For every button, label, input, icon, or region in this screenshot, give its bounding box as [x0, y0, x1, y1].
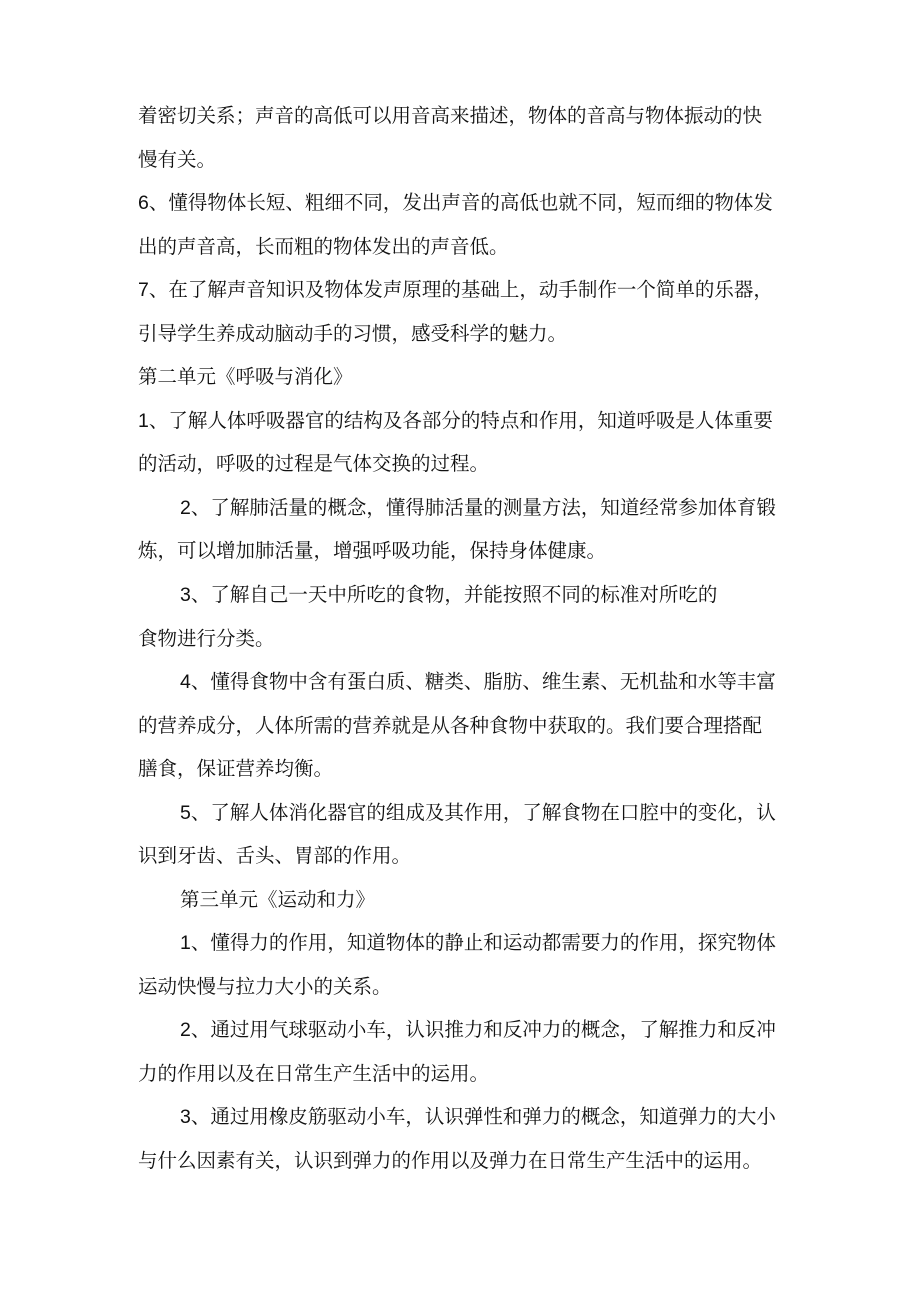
text-line: 炼，可以增加肺活量，增强呼吸功能，保持身体健康。 [138, 539, 607, 562]
text-line: 引导学生养成动脑动手的习惯，感受科学的魅力。 [138, 322, 568, 345]
list-item-1: 1、了解人体呼吸器官的结构及各部分的特点和作用，知道呼吸是人体重要 [138, 410, 773, 432]
list-item-6: 6、懂得物体长短、粗细不同，发出声音的高低也就不同，短而细的物体发 [138, 192, 773, 214]
list-item-7: 7、在了解声音知识及物体发声原理的基础上，动手制作一个简单的乐器， [138, 279, 773, 301]
text-line: 的活动，呼吸的过程是气体交换的过程。 [138, 452, 490, 475]
text-line: 力的作用以及在日常生产生活中的运用。 [138, 1062, 490, 1085]
list-item-5: 5、了解人体消化器官的组成及其作用，了解食物在口腔中的变化，认 [180, 802, 776, 824]
list-item-1: 1、懂得力的作用，知道物体的静止和运动都需要力的作用，探究物体 [180, 932, 776, 954]
list-item-3: 3、了解自己一天中所吃的食物，并能按照不同的标准对所吃的 [180, 584, 718, 606]
text-line: 与什么因素有关，认识到弹力的作用以及弹力在日常生产生活中的运用。 [138, 1149, 763, 1172]
unit-3-heading: 第三单元《运动和力》 [180, 888, 376, 911]
text-line: 慢有关。 [138, 148, 217, 171]
text-line: 识到牙齿、舌头、胃部的作用。 [138, 844, 412, 867]
list-item-2: 2、通过用气球驱动小车，认识推力和反冲力的概念，了解推力和反冲 [180, 1019, 776, 1041]
text-line: 的营养成分，人体所需的营养就是从各种食物中获取的。我们要合理搭配 [138, 714, 763, 737]
list-item-3: 3、通过用橡皮筋驱动小车，认识弹性和弹力的概念，知道弹力的大小 [180, 1106, 776, 1128]
list-item-2: 2、了解肺活量的概念，懂得肺活量的测量方法，知道经常参加体育锻 [180, 497, 776, 519]
text-line: 着密切关系；声音的高低可以用音高来描述，物体的音高与物体振动的快 [138, 104, 763, 127]
text-line: 膳食，保证营养均衡。 [138, 757, 334, 780]
text-line: 运动快慢与拉力大小的关系。 [138, 975, 392, 998]
unit-2-heading: 第二单元《呼吸与消化》 [138, 365, 353, 388]
text-line: 出的声音高，长而粗的物体发出的声音低。 [138, 235, 509, 258]
list-item-4: 4、懂得食物中含有蛋白质、糖类、脂肪、维生素、无机盐和水等丰富 [180, 671, 776, 693]
text-line: 食物进行分类。 [138, 627, 275, 650]
